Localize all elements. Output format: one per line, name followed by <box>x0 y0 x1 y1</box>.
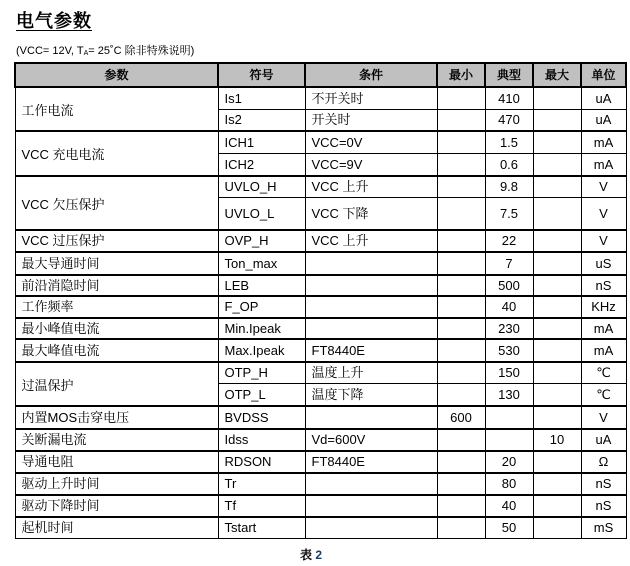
cell-condition <box>305 252 437 275</box>
cell-max <box>533 318 581 339</box>
cell-condition <box>305 495 437 517</box>
cell-param: 最小峰值电流 <box>15 318 218 339</box>
cell-symbol: Idss <box>218 429 305 451</box>
cell-unit: V <box>581 230 626 252</box>
cell-symbol: Max.Ipeak <box>218 339 305 362</box>
cell-max <box>533 362 581 384</box>
cell-symbol: Is2 <box>218 110 305 132</box>
cell-typ <box>485 429 533 451</box>
cell-condition <box>305 318 437 339</box>
cell-condition <box>305 275 437 296</box>
cell-symbol: F_OP <box>218 296 305 318</box>
table-row <box>15 230 626 252</box>
cell-symbol: RDSON <box>218 451 305 473</box>
cell-symbol: UVLO_L <box>218 198 305 231</box>
cell-max <box>533 275 581 296</box>
cell-unit: nS <box>581 275 626 296</box>
table-row <box>15 473 626 495</box>
cell-condition: 不开关时 <box>305 87 437 110</box>
cell-min <box>437 87 485 110</box>
cell-unit: uA <box>581 110 626 132</box>
cell-max <box>533 110 581 132</box>
cell-param: 工作频率 <box>15 296 218 318</box>
cell-min <box>437 230 485 252</box>
cell-symbol: UVLO_H <box>218 176 305 198</box>
cell-param: 最大导通时间 <box>15 252 218 275</box>
cell-min <box>437 517 485 539</box>
header-unit: 单位 <box>581 63 626 87</box>
cell-symbol: OVP_H <box>218 230 305 252</box>
table-row <box>15 176 626 198</box>
cell-unit: uS <box>581 252 626 275</box>
cell-max <box>533 384 581 407</box>
cell-typ: 470 <box>485 110 533 132</box>
cell-min <box>437 318 485 339</box>
cell-unit: nS <box>581 495 626 517</box>
cell-unit: ℃ <box>581 362 626 384</box>
cell-max <box>533 131 581 154</box>
table-row <box>15 451 626 473</box>
header-symbol: 符号 <box>218 63 305 87</box>
cell-symbol: OTP_L <box>218 384 305 407</box>
header-max: 最大 <box>533 63 581 87</box>
table-row <box>15 131 626 154</box>
cell-condition: VCC=0V <box>305 131 437 154</box>
cell-param: VCC 欠压保护 <box>15 176 218 230</box>
cell-unit: V <box>581 176 626 198</box>
cell-min <box>437 154 485 177</box>
cell-min <box>437 384 485 407</box>
cell-typ: 7.5 <box>485 198 533 231</box>
cell-param: 起机时间 <box>15 517 218 539</box>
cell-condition <box>305 473 437 495</box>
cell-param: 工作电流 <box>15 87 218 131</box>
cell-unit: mA <box>581 339 626 362</box>
cell-typ: 1.5 <box>485 131 533 154</box>
cell-typ: 9.8 <box>485 176 533 198</box>
cell-typ: 80 <box>485 473 533 495</box>
cell-typ: 22 <box>485 230 533 252</box>
cell-condition: FT8440E <box>305 451 437 473</box>
cell-max <box>533 154 581 177</box>
cell-typ: 7 <box>485 252 533 275</box>
cell-min <box>437 252 485 275</box>
table-row <box>15 275 626 296</box>
cell-min: 600 <box>437 406 485 429</box>
cell-min <box>437 176 485 198</box>
cell-max <box>533 495 581 517</box>
cell-min <box>437 110 485 132</box>
cell-condition: VCC=9V <box>305 154 437 177</box>
cell-min <box>437 362 485 384</box>
cell-max <box>533 230 581 252</box>
table-row <box>15 87 626 110</box>
table-row <box>15 318 626 339</box>
cell-condition <box>305 406 437 429</box>
cell-typ <box>485 406 533 429</box>
cell-unit: mA <box>581 154 626 177</box>
cell-typ: 50 <box>485 517 533 539</box>
cell-condition: FT8440E <box>305 339 437 362</box>
cell-typ: 410 <box>485 87 533 110</box>
cell-param: 导通电阻 <box>15 451 218 473</box>
cell-unit: Ω <box>581 451 626 473</box>
cell-symbol: Tr <box>218 473 305 495</box>
cell-condition: 温度上升 <box>305 362 437 384</box>
cell-min <box>437 473 485 495</box>
cell-param: 驱动下降时间 <box>15 495 218 517</box>
cell-symbol: LEB <box>218 275 305 296</box>
cell-min <box>437 198 485 231</box>
cell-param: 关断漏电流 <box>15 429 218 451</box>
cell-param: 过温保护 <box>15 362 218 406</box>
cell-unit: nS <box>581 473 626 495</box>
cell-unit: mS <box>581 517 626 539</box>
cell-max <box>533 339 581 362</box>
electrical-parameters-table <box>14 62 627 539</box>
table-row <box>15 495 626 517</box>
cell-min <box>437 429 485 451</box>
table-row <box>15 252 626 275</box>
cell-symbol: Tf <box>218 495 305 517</box>
header-condition: 条件 <box>305 63 437 87</box>
test-conditions: (VCC= 12V, $T_A=$ 25˚C 除非特殊说明) <box>16 45 195 57</box>
cell-typ: 40 <box>485 296 533 318</box>
cell-condition <box>305 517 437 539</box>
cell-symbol: Min.Ipeak <box>218 318 305 339</box>
cell-param: VCC 过压保护 <box>15 230 218 252</box>
header-param: 参数 <box>15 63 218 87</box>
table-row <box>15 406 626 429</box>
cell-max <box>533 406 581 429</box>
cell-condition: 温度下降 <box>305 384 437 407</box>
cell-unit: mA <box>581 318 626 339</box>
cell-param: 前沿消隐时间 <box>15 275 218 296</box>
table-caption: 表 2 <box>300 548 323 562</box>
table-row <box>15 362 626 384</box>
cell-unit: mA <box>581 131 626 154</box>
cell-typ: 150 <box>485 362 533 384</box>
table-row <box>15 517 626 539</box>
cell-max <box>533 451 581 473</box>
cell-condition: Vd=600V <box>305 429 437 451</box>
header-min: 最小 <box>437 63 485 87</box>
cell-condition: VCC 下降 <box>305 198 437 231</box>
cell-param: 驱动上升时间 <box>15 473 218 495</box>
cell-param: VCC 充电电流 <box>15 131 218 176</box>
cell-symbol: Is1 <box>218 87 305 110</box>
cell-min <box>437 131 485 154</box>
cell-max <box>533 176 581 198</box>
cell-typ: 40 <box>485 495 533 517</box>
cell-min <box>437 451 485 473</box>
cell-condition: VCC 上升 <box>305 176 437 198</box>
cell-unit: uA <box>581 87 626 110</box>
cell-symbol: Tstart <box>218 517 305 539</box>
cell-symbol: ICH2 <box>218 154 305 177</box>
cell-unit: uA <box>581 429 626 451</box>
cell-symbol: BVDSS <box>218 406 305 429</box>
cell-param: 内置MOS击穿电压 <box>15 406 218 429</box>
table-row <box>15 339 626 362</box>
cell-unit: V <box>581 406 626 429</box>
cell-typ: 0.6 <box>485 154 533 177</box>
section-title: 电气参数 <box>16 11 92 31</box>
cell-typ: 530 <box>485 339 533 362</box>
cell-unit: ℃ <box>581 384 626 407</box>
cell-condition: VCC 上升 <box>305 230 437 252</box>
table-header-row <box>15 63 626 87</box>
cell-unit: KHz <box>581 296 626 318</box>
cell-max <box>533 252 581 275</box>
table-row <box>15 296 626 318</box>
cell-min <box>437 495 485 517</box>
cell-max <box>533 198 581 231</box>
cell-typ: 130 <box>485 384 533 407</box>
cell-param: 最大峰值电流 <box>15 339 218 362</box>
cell-symbol: Ton_max <box>218 252 305 275</box>
cell-max <box>533 296 581 318</box>
cell-typ: 230 <box>485 318 533 339</box>
cell-typ: 500 <box>485 275 533 296</box>
cell-min <box>437 275 485 296</box>
cell-symbol: ICH1 <box>218 131 305 154</box>
cell-symbol: OTP_H <box>218 362 305 384</box>
cell-condition <box>305 296 437 318</box>
header-typ: 典型 <box>485 63 533 87</box>
cell-min <box>437 339 485 362</box>
cell-max <box>533 87 581 110</box>
cell-min <box>437 296 485 318</box>
table-row <box>15 429 626 451</box>
cell-condition: 开关时 <box>305 110 437 132</box>
cell-typ: 20 <box>485 451 533 473</box>
cell-max <box>533 473 581 495</box>
cell-max: 10 <box>533 429 581 451</box>
cell-unit: V <box>581 198 626 231</box>
cell-max <box>533 517 581 539</box>
